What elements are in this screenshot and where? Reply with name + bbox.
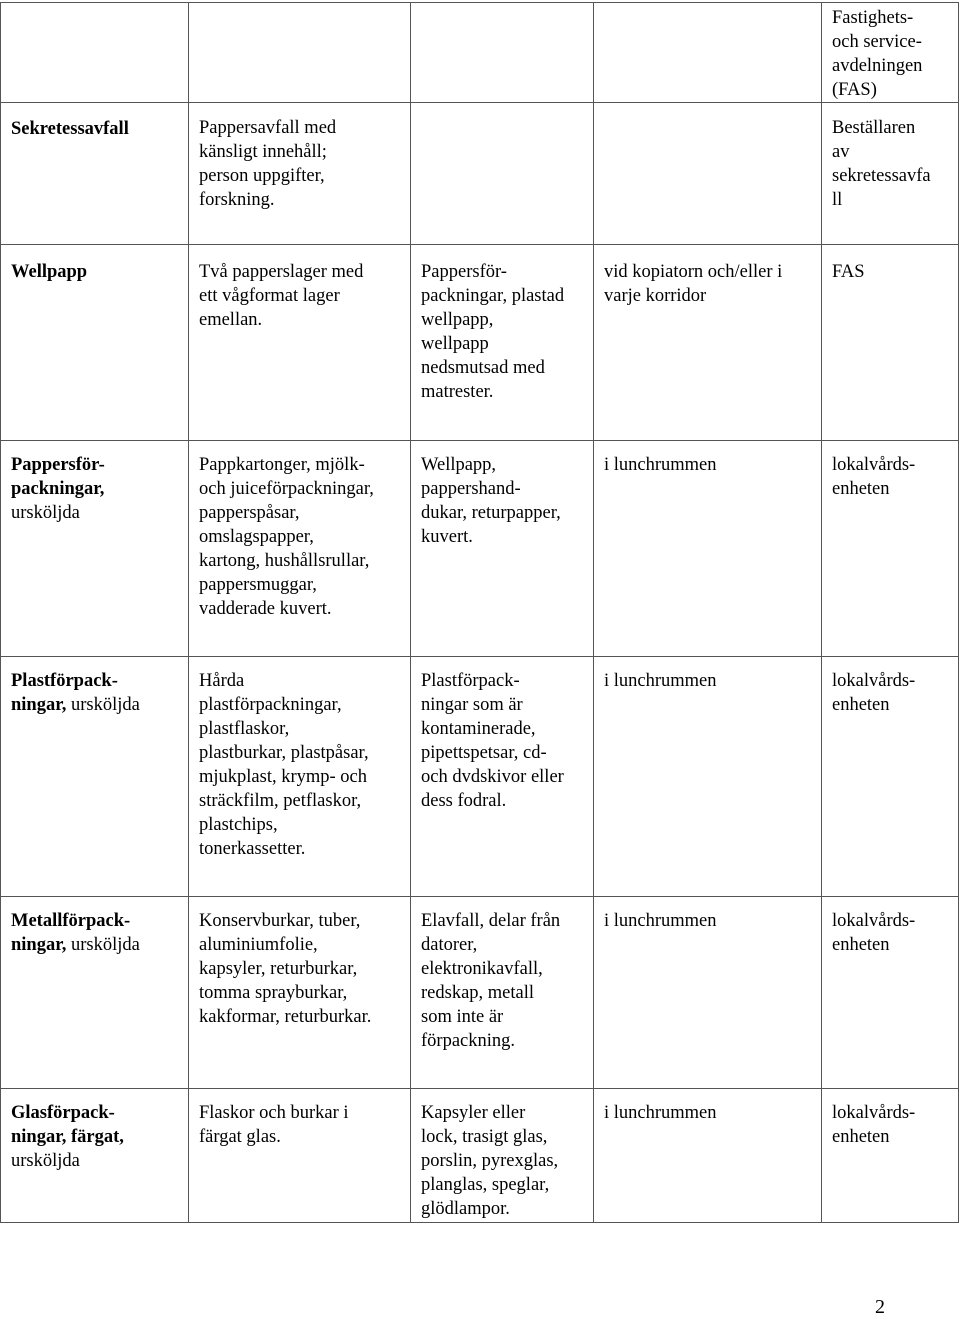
not-included-cell: Kapsyler eller lock, trasigt glas, porslin, pyrexglas, planglas, speglar, glödlampor. — [411, 1089, 594, 1223]
table-row — [1, 245, 959, 441]
not-included-cell — [411, 103, 594, 245]
category-cell: Metallförpack- ningar, ursköljda — [1, 897, 189, 1089]
category-cell: Plastförpack- ningar, ursköljda — [1, 657, 189, 897]
location-cell — [594, 103, 822, 245]
responsible-cell: Fastighets- och service- avdelningen (FAS) — [822, 3, 959, 103]
responsible-cell: Beställaren av sekretessavfa ll — [822, 103, 959, 245]
location-cell — [594, 3, 822, 103]
location-cell: i lunchrummen — [594, 1089, 822, 1223]
not-included-cell: Plastförpack- ningar som är kontaminerade, pipettspetsar, cd- och dvdskivor eller dess fodral. — [411, 657, 594, 897]
not-included-cell: Wellpapp, pappershand- dukar, returpapper, kuvert. — [411, 441, 594, 657]
table-row — [1, 657, 959, 897]
responsible-cell: lokalvårds- enheten — [822, 441, 959, 657]
responsible-cell: lokalvårds- enheten — [822, 897, 959, 1089]
waste-sorting-table — [0, 2, 959, 1223]
table-row — [1, 1089, 959, 1223]
location-cell: i lunchrummen — [594, 441, 822, 657]
responsible-cell: lokalvårds- enheten — [822, 1089, 959, 1223]
category-cell: Pappersför- packningar, ursköljda — [1, 441, 189, 657]
description-cell: Två papperslager med ett vågformat lager emellan. — [189, 245, 411, 441]
responsible-cell: lokalvårds- enheten — [822, 657, 959, 897]
not-included-cell: Pappersför- packningar, plastad wellpapp, wellpapp nedsmutsad med matrester. — [411, 245, 594, 441]
description-cell: Flaskor och burkar i färgat glas. — [189, 1089, 411, 1223]
table-row — [1, 3, 959, 103]
description-cell: Hårda plastförpackningar, plastflaskor, plastburkar, plastpåsar, mjukplast, krymp- och sträckfilm, petflaskor, plastchips, tonerkassetter. — [189, 657, 411, 897]
description-cell: Pappersavfall med känsligt innehåll; person uppgifter, forskning. — [189, 103, 411, 245]
category-cell: Sekretessavfall — [1, 103, 189, 245]
location-cell: vid kopiatorn och/eller i varje korridor — [594, 245, 822, 441]
description-cell — [189, 3, 411, 103]
page-number: 2 — [875, 1296, 885, 1318]
table-row — [1, 897, 959, 1089]
not-included-cell — [411, 3, 594, 103]
table-row — [1, 441, 959, 657]
location-cell: i lunchrummen — [594, 897, 822, 1089]
table-row — [1, 103, 959, 245]
description-cell: Pappkartonger, mjölk- och juiceförpackningar, papperspåsar, omslagspapper, kartong, hushållsrullar, pappersmuggar, vadderade kuvert. — [189, 441, 411, 657]
responsible-cell: FAS — [822, 245, 959, 441]
location-cell: i lunchrummen — [594, 657, 822, 897]
not-included-cell: Elavfall, delar från datorer, elektronikavfall, redskap, metall som inte är förpackning. — [411, 897, 594, 1089]
category-cell: Glasförpack- ningar, färgat, ursköljda — [1, 1089, 189, 1223]
description-cell: Konservburkar, tuber, aluminiumfolie, kapsyler, returburkar, tomma sprayburkar, kakformar, returburkar. — [189, 897, 411, 1089]
category-cell — [1, 3, 189, 103]
category-cell: Wellpapp — [1, 245, 189, 441]
